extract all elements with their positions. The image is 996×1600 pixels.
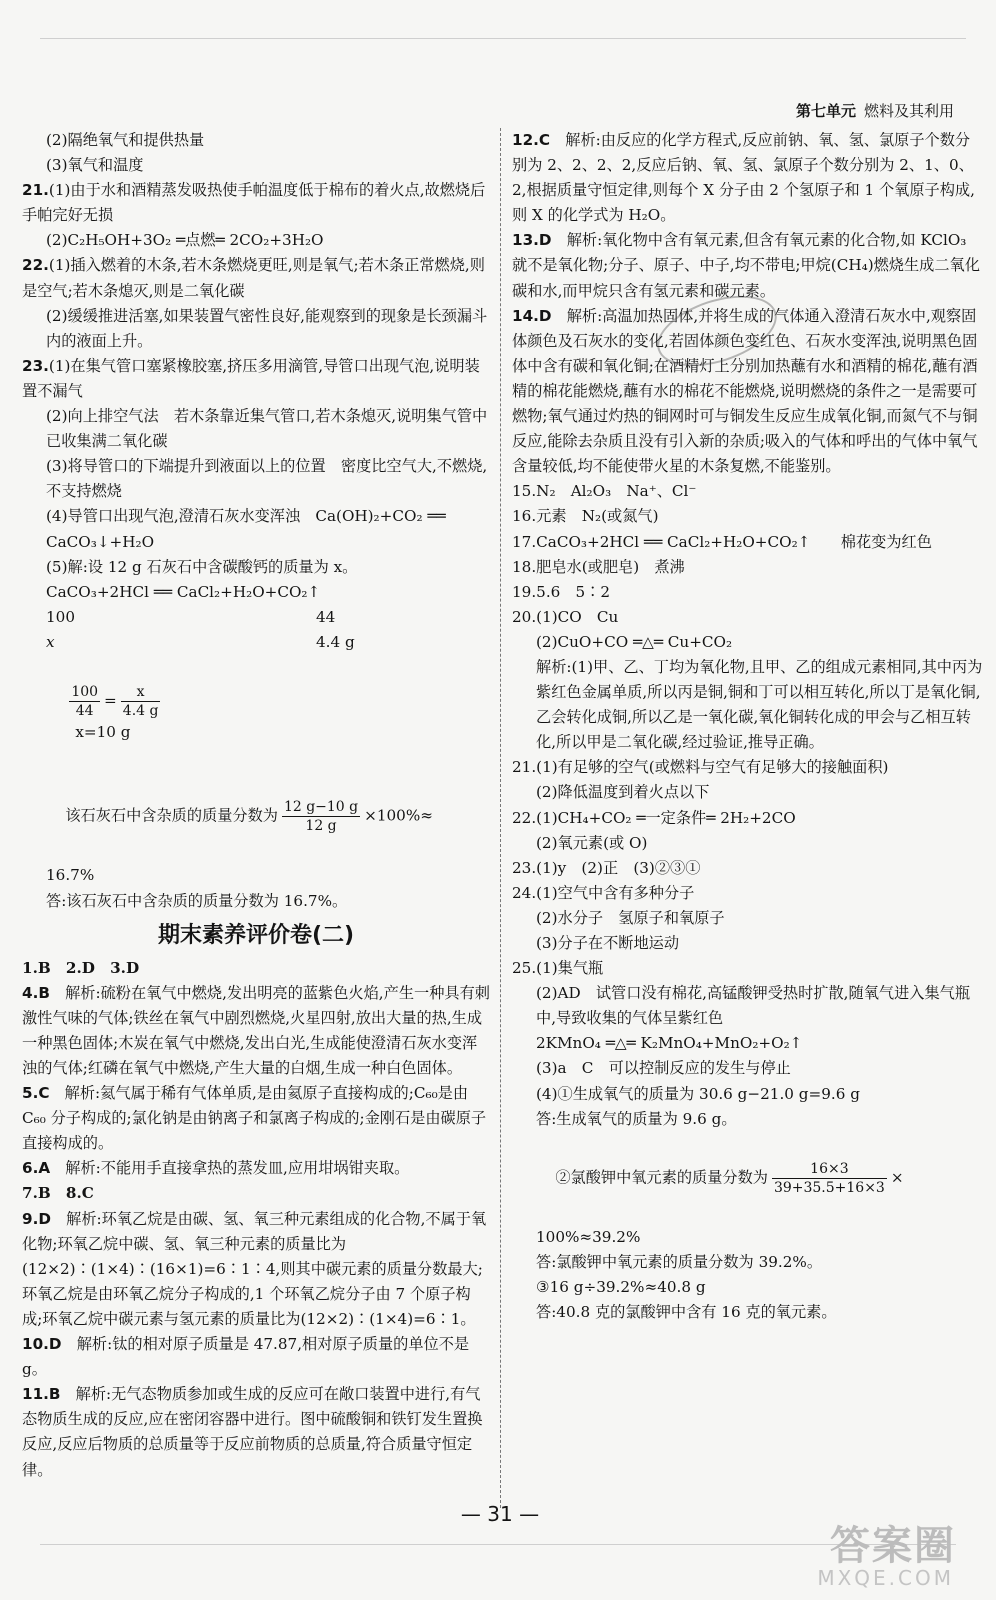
equation-21: (2)C₂H₅OH+3O₂ ═点燃═ 2CO₂+3H₂O xyxy=(46,231,324,250)
top-rule xyxy=(40,38,966,39)
answer-6: 6.A 解析:不能用手直接拿热的蒸发皿,应用坩埚钳夹取。 xyxy=(22,1159,410,1178)
answer-statement: 答:该石灰石中含杂质的质量分数为 16.7%。 xyxy=(46,891,348,910)
unit-subtitle: 燃料及其利用 xyxy=(863,102,954,120)
answer-21: 21.(1)由于水和酒精蒸发吸热使手帕温度低于棉布的着火点,故燃烧后手帕完好无损 xyxy=(22,181,486,225)
answer-5: 5.C 解析:氦气属于稀有气体单质,是由氦原子直接构成的;C₆₀是由 C₆₀ 分子构成的;氯化钠是由钠离子和氯离子构成的;金刚石是由碳原子直接构成的。 xyxy=(22,1084,487,1153)
answer-14: 14.D 解析:高温加热固体,并将生成的气体通入澄清石灰水中,观察固体颜色及石灰水的变化,若固体颜色变红色、石灰水变浑浊,说明黑色固体中含有碳和氧化铜;在酒精灯上分别加热蘸有水和酒精的棉花,蘸有酒精的棉花能燃烧,蘸有水的棉花不能燃烧,说明燃烧的条件之一是需要可燃物;氧气通过灼热的铜网时可与铜发生反应生成氧化铜,而氮气不与铜反应,能除去杂质且没有引入新的杂质;吸入的气体和呼出的气体中氧气含量较低,均不能使带火星的木条复燃,不能鉴别。 xyxy=(512,306,978,476)
answer-22: 22.(1)插入燃着的木条,若木条燃烧更旺,则是氧气;若木条正常燃烧,则是空气;若木条熄灭,则是二氧化碳 xyxy=(22,256,485,300)
watermark-url: MXQE.COM xyxy=(817,1566,954,1590)
answer-12: 12.C 解析:由反应的化学方程式,反应前钠、氧、氢、氯原子个数分别为 2、2、2、2,反应后钠、氧、氢、氯原子个数分别为 2、1、0、2,根据质量守恒定律,则每个 X 分子由 2 个氢原子和 1 个氧原子构成,则 X 的化学式为 H₂O。 xyxy=(512,131,975,225)
answer-25-3: (3)a C 可以控制反应的发生与停止 xyxy=(536,1059,791,1078)
answer-23r: 23.(1)y (2)正 (3)②③① xyxy=(512,858,701,877)
answer-19: 19.5.6 5∶2 xyxy=(512,582,611,601)
answer-17: 17.CaCO₃+2HCl ══ CaCl₂+H₂O+CO₂↑ 棉花变为红色 xyxy=(512,532,932,551)
equation-kmno4: 2KMnO₄ ═△═ K₂MnO₄+MnO₂+O₂↑ xyxy=(536,1034,803,1053)
answer-23: 23.(1)在集气管口塞紧橡胶塞,挤压多用滴管,导管口出现气泡,说明装置不漏气 xyxy=(22,356,480,400)
answer-1-3: 1.B 2.D 3.D xyxy=(22,958,140,977)
answer-7-8: 7.B 8.C xyxy=(22,1184,94,1203)
page-header xyxy=(796,100,954,121)
answer-11: 11.B 解析:无气态物质参加或生成的反应可在敞口装置中进行,有气态物质生成的反应,应在密闭容器中进行。图中硫酸铜和铁钉发生置换反应,反应后物质的总质量等于反应前物质的总质量,符合质量守恒定律。 xyxy=(22,1385,483,1479)
column-divider xyxy=(500,128,501,1508)
answer-24: 24.(1)空气中含有多种分子 xyxy=(512,883,695,902)
answer-20-2: (2)CuO+CO ═△═ Cu+CO₂ xyxy=(536,632,733,651)
answer-10: 10.D 解析:钛的相对原子质量是 47.87,相对原子质量的单位不是 g。 xyxy=(22,1335,474,1379)
answer-20: 20.(1)CO Cu xyxy=(512,607,619,626)
bottom-rule xyxy=(40,1544,956,1545)
answer-25-4-ans: 答:生成氧气的质量为 9.6 g。 xyxy=(536,1109,737,1128)
page-number: — 31 — xyxy=(460,1502,540,1526)
answer-25-2: (2)AD 试管口没有棉花,高锰酸钾受热时扩散,随氧气进入集气瓶中,导致收集的气体呈紫红色 xyxy=(536,984,971,1028)
answer-22-2: (2)缓缓推进活塞,如果装置气密性良好,能观察到的现象是长颈漏斗内的液面上升。 xyxy=(46,306,488,350)
oxygen-fraction: ②氯酸钾中氧元素的质量分数为 $\frac{16\times 3}{39+35.5+16\times 3}$ × xyxy=(555,1160,904,1196)
answer-25: 25.(1)集气瓶 xyxy=(512,959,604,978)
answer-21r-2: (2)降低温度到着火点以下 xyxy=(536,783,710,802)
answer-9: 9.D 解析:环氧乙烷是由碳、氢、氧三种元素组成的化合物,不属于氧化物;环氧乙烷中碳、氢、氧三种元素的质量比为(12×2)∶(1×4)∶(16×1)=6∶1∶4,则其中碳元素的质量分数最大;环氧乙烷是由环氧乙烷分子构成的,1 个环氧乙烷分子由 7 个原子构成;环氧乙烷中碳元素与氢元素的质量比为(12×2)∶(1×4)=6∶1。 xyxy=(22,1209,487,1328)
impurity-value: 16.7% xyxy=(46,866,95,885)
oxygen-fraction-value: 100%≈39.2% xyxy=(536,1227,641,1246)
answer-15: 15.N₂ Al₂O₃ Na⁺、Cl⁻ xyxy=(512,482,697,501)
answer-13: 13.D 解析:氧化物中含有氧元素,但含有氧元素的化合物,如 KClO₃ 就不是氧化物;分子、原子、中子,均不带电;甲烷(CH₄)燃烧生成二氧化碳和水,而甲烷只含有氢元素和碳元素。 xyxy=(512,231,980,300)
answer-21r: 21.(1)有足够的空气(或燃料与空气有足够大的接触面积) xyxy=(512,758,889,777)
answer-23-3: (3)将导管口的下端提升到液面以上的位置 密度比空气大,不燃烧,不支持燃烧 xyxy=(46,457,488,501)
answer-23-5: (5)解:设 12 g 石灰石中含碳酸钙的质量为 x。 xyxy=(46,557,358,576)
answer-line: (2)隔绝氧气和提供热量 xyxy=(46,131,205,149)
answer-line: (3)氧气和温度 xyxy=(46,156,144,175)
answer-16: 16.元素 N₂(或氮气) xyxy=(512,507,659,526)
answer-18: 18.肥皂水(或肥皂) 煮沸 xyxy=(512,557,685,576)
answer-25-4: (4)①生成氧气的质量为 30.6 g−21.0 g=9.6 g xyxy=(536,1084,860,1103)
answer-22r-2: (2)氧元素(或 O) xyxy=(536,833,648,852)
answer-23-2: (2)向上排空气法 若木条靠近集气管口,若木条熄灭,说明集气管中已收集满二氧化碳 xyxy=(46,407,488,451)
answer-24-3: (3)分子在不断地运动 xyxy=(536,934,680,952)
answer-25-ans3: 答:40.8 克的氯酸钾中含有 16 克的氧元素。 xyxy=(536,1303,837,1322)
mass-row: x 4.4 g xyxy=(46,632,355,651)
section-title: 期末素养评价卷(二) xyxy=(157,922,355,948)
answer-25-ans2: 答:氯酸钾中氧元素的质量分数为 39.2%。 xyxy=(536,1253,823,1272)
equation-caco3: CaCO₃+2HCl ══ CaCl₂+H₂O+CO₂↑ xyxy=(46,582,321,601)
answer-4: 4.B 解析:硫粉在氧气中燃烧,发出明亮的蓝紫色火焰,产生一种具有刺激性气味的气体;铁丝在氧气中剧烈燃烧,火星四射,放出大量的热,生成一种黑色固体;木炭在氧气中燃烧,发出白光,生成能使澄清石灰水变浑浊的气体;红磷在氧气中燃烧,产生大量的白烟,生成一种白色固体。 xyxy=(22,983,490,1077)
answer-23-4: (4)导管口出现气泡,澄清石灰水变浑浊 Ca(OH)₂+CO₂ ══ CaCO₃↓+H₂O xyxy=(46,507,451,551)
answer-20-analysis: 解析:(1)甲、乙、丁均为氧化物,且甲、乙的组成元素相同,其中丙为紫红色金属单质,所以丙是铜,铜和丁可以相互转化,所以丁是氧化铜,乙会转化成铜,所以乙是一氧化碳,氧化铜转化成的甲会与乙相互转化,所以甲是二氧化碳,经过验证,推导正确。 xyxy=(536,657,983,752)
watermark-logo: 答案圈 xyxy=(830,1523,956,1569)
impurity-fraction: 该石灰石中含杂质的质量分数为 $\frac{12 g-10 g}{12 g}$ ×100%≈ xyxy=(65,799,433,835)
answer-24-2: (2)水分子 氢原子和氧原子 xyxy=(536,908,725,927)
unit-title: 第七单元 xyxy=(795,102,856,120)
mass-row: 100 44 xyxy=(46,607,336,626)
answer-25-calc3: ③16 g÷39.2%≈40.8 g xyxy=(536,1278,706,1297)
answer-22r: 22.(1)CH₄+CO₂ ═一定条件═ 2H₂+2CO xyxy=(512,808,796,827)
left-column xyxy=(22,128,490,1483)
ratio-equation: $\frac{100}{44}$ = $\frac{x}{4.4 g}$ x=10 g xyxy=(71,684,159,742)
